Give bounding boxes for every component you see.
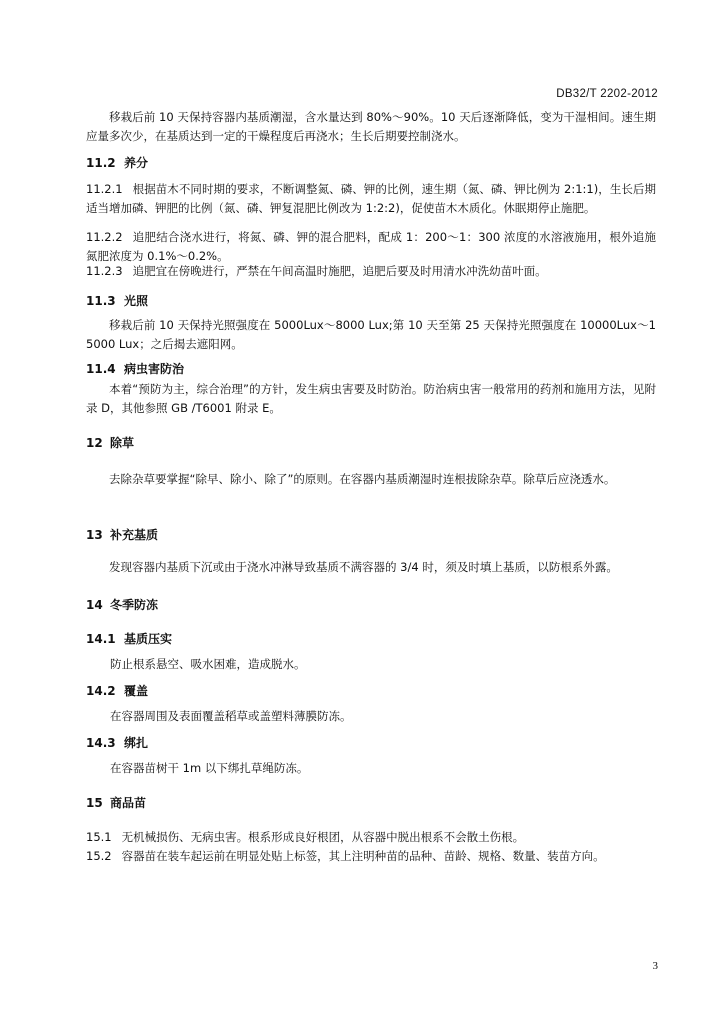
section-heading-13 [86, 526, 158, 543]
section-title: 病虫害防治 [124, 362, 185, 376]
clause-number: 15.2 [86, 849, 112, 863]
section-heading-11-2 [86, 154, 148, 171]
section-number: 14.3 [86, 736, 116, 750]
section-number: 13 [86, 528, 103, 542]
section-title: 覆盖 [124, 684, 149, 698]
clause-11-2-1 [86, 180, 656, 218]
paragraph-11-3: 移栽后前 10 天保持光照强度在 5000Lux～8000 Lux;第 10 天至第 25 天保持光照强度在 10000Lux～15000 Lux；之后揭去遮阳网。 [86, 318, 656, 351]
clause-text: 追肥结合浇水进行，将氮、磷、钾的混合肥料，配成 1：200～1：300 浓度的水溶液施用，根外追施氮肥浓度为 0.1%～0.2%。 [86, 230, 656, 263]
paragraph-14-3: 在容器苗树干 1m 以下绑扎草绳防冻。 [110, 761, 309, 775]
clause-text: 无机械损伤、无病虫害。根系形成良好根团，从容器中脱出根系不会散土伤根。 [121, 830, 525, 844]
section-title: 光照 [124, 294, 149, 308]
section-number: 14 [86, 598, 103, 612]
section-title: 养分 [124, 156, 149, 170]
clause-11-2-2 [86, 228, 656, 266]
page-number: 3 [652, 960, 658, 972]
section-number: 15 [86, 796, 103, 810]
section-heading-15 [86, 794, 146, 811]
section-heading-11-4 [86, 360, 184, 377]
clause-number: 11.2.3 [86, 264, 123, 278]
section-heading-14-3 [86, 734, 148, 751]
section-title: 除草 [110, 436, 135, 450]
clause-text: 根据苗木不同时期的要求，不断调整氮、磷、钾的比例，速生期（氮、磷、钾比例为 2:1:1)，生长后期适当增加磷、钾肥的比例（氮、磷、钾复混肥比例改为 1:2:2)，促使苗木木质化。休眠期停止施肥。 [86, 182, 656, 215]
clause-11-2-3 [86, 262, 656, 281]
standard-code: DB32/T 2202-2012 [556, 88, 658, 100]
section-heading-11-3 [86, 292, 148, 309]
section-title: 绑扎 [124, 736, 149, 750]
section-number: 14.2 [86, 684, 116, 698]
section-number: 11.4 [86, 362, 116, 376]
section-title: 补充基质 [110, 528, 159, 542]
section-number: 11.2 [86, 156, 116, 170]
section-number: 11.3 [86, 294, 116, 308]
section-title: 冬季防冻 [110, 598, 159, 612]
section-number: 12 [86, 436, 103, 450]
paragraph-11-4: 本着“预防为主，综合治理”的方针，发生病虫害要及时防治。防治病虫害一般常用的药剂和施用方法，见附录 D，其他参照 GB /T6001 附录 E。 [86, 382, 656, 415]
section-heading-14 [86, 596, 158, 613]
paragraph-14-1: 防止根系悬空、吸水困难，造成脱水。 [110, 657, 306, 671]
section-title: 基质压实 [124, 632, 173, 646]
section-number: 14.1 [86, 632, 116, 646]
clause-number: 11.2.1 [86, 182, 123, 196]
clause-number: 11.2.2 [86, 230, 123, 244]
clause-number: 15.1 [86, 830, 112, 844]
paragraph-12: 去除杂草要掌握“除早、除小、除了”的原则。在容器内基质潮湿时连根拔除杂草。除草后应浇透水。 [109, 472, 616, 486]
paragraph-13: 发现容器内基质下沉或由于浇水冲淋导致基质不满容器的 3/4 时，须及时填上基质，以防根系外露。 [109, 560, 618, 574]
section-heading-14-1 [86, 630, 172, 647]
clause-text: 追肥宜在傍晚进行，严禁在午间高温时施肥，追肥后要及时用清水冲洗幼苗叶面。 [132, 264, 547, 278]
paragraph-14-2: 在容器周围及表面覆盖稻草或盖塑料薄膜防冻。 [110, 709, 352, 723]
clause-15-2 [86, 847, 656, 866]
clause-15-1 [86, 828, 656, 847]
clause-text: 容器苗在装车起运前在明显处贴上标签，其上注明种苗的品种、苗龄、规格、数量、装苗方向。 [121, 849, 605, 863]
intro-paragraph: 移栽后前 10 天保持容器内基质潮湿，含水量达到 80%～90%。10 天后逐渐降低，变为干湿相间。速生期应量多次少，在基质达到一定的干燥程度后再浇水；生长后期要控制浇水。 [86, 110, 656, 143]
section-heading-12 [86, 434, 134, 451]
section-heading-14-2 [86, 682, 148, 699]
section-title: 商品苗 [110, 796, 147, 810]
